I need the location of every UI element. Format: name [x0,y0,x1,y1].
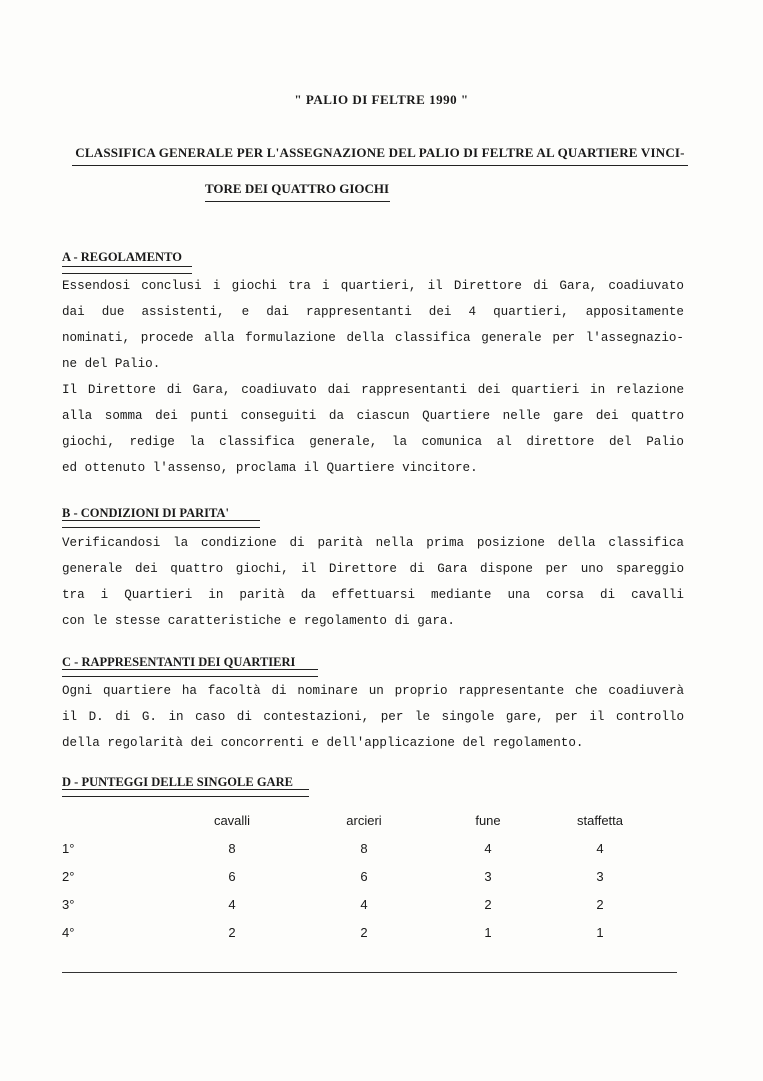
position-cell: 3° [62,896,75,912]
table-row [62,834,658,862]
score-cell: 6 [228,868,236,884]
table-row [62,862,658,890]
column-header: staffetta [576,812,623,828]
position-cell: 4° [62,924,75,940]
column-header: cavalli [213,812,251,828]
paragraph-line: tra i Quartieri in parità da effettuarsi mediante una corsa di cavalli [62,588,684,602]
score-cell: 4 [360,896,368,912]
section-a-heading: A - REGOLAMENTO [62,250,182,264]
score-cell: 2 [596,896,604,912]
paragraph-line: con le stesse caratteristiche e regolamento di gara. [62,614,455,628]
paragraph-line: Il Direttore di Gara, coadiuvato dai rappresentanti dei quartieri in relazione [62,383,684,397]
score-cell: 4 [228,896,236,912]
paragraph-line: il D. di G. in caso di contestazioni, per le singole gare, per il controllo [62,710,684,724]
closing-rule [62,972,677,973]
table-row [62,890,658,918]
paragraph-line: Essendosi conclusi i giochi tra i quartieri, il Direttore di Gara, coadiuvato [62,279,684,293]
paragraph-line: alla somma dei punti conseguiti da ciascun Quartiere nelle gare dei quattro [62,409,684,423]
column-header: fune [475,812,501,828]
section-b-underline [62,520,260,528]
score-cell: 1 [596,924,604,940]
section-b-heading: B - CONDIZIONI DI PARITA' [62,506,229,520]
score-cell: 3 [596,868,604,884]
paragraph-line: della regolarità dei concorrenti e dell'applicazione del regolamento. [62,736,584,750]
score-cell: 2 [484,896,492,912]
score-cell: 1 [484,924,492,940]
paragraph-line: Ogni quartiere ha facoltà di nominare un proprio rappresentante che coadiuverà [62,684,684,698]
section-c-underline [62,669,318,677]
paragraph-line: ed ottenuto l'assenso, proclama il Quartiere vincitore. [62,461,478,475]
score-cell: 6 [360,868,368,884]
document-title: " PALIO DI FELTRE 1990 " [294,92,469,107]
paragraph-line: generale dei quattro giochi, il Direttore di Gara dispone per uno spareggio [62,562,684,576]
score-cell: 8 [360,840,368,856]
score-cell: 3 [484,868,492,884]
section-b-body [62,530,684,634]
paragraph-line: giochi, redige la classifica generale, la comunica al direttore del Palio [62,435,684,449]
paragraph-line: nominati, procede alla formulazione della classifica generale per l'assegnazio- [62,331,684,345]
section-c-heading: C - RAPPRESENTANTI DEI QUARTIERI [62,655,296,669]
document-subtitle-line1: CLASSIFICA GENERALE PER L'ASSEGNAZIONE DEL PALIO DI FELTRE AL QUARTIERE VINCI- [72,145,688,166]
paragraph-line: dai due assistenti, e dai rappresentanti dei 4 quartieri, appositamente [62,305,684,319]
section-d-heading: D - PUNTEGGI DELLE SINGOLE GARE [62,775,293,789]
column-header: arcieri [346,812,382,828]
score-cell: 2 [360,924,368,940]
section-c-body [62,678,684,756]
paragraph-line: ne del Palio. [62,357,161,371]
table-header-row [62,806,658,834]
position-cell: 1° [62,840,75,856]
paragraph-line: Verificandosi la condizione di parità nella prima posizione della classifica [62,536,684,550]
document-subtitle-line2: TORE DEI QUATTRO GIOCHI [205,181,390,202]
score-cell: 2 [228,924,236,940]
table-row [62,918,658,946]
score-cell: 4 [484,840,492,856]
section-a-body [62,273,684,481]
scores-table [62,806,658,946]
position-cell: 2° [62,868,75,884]
section-d-underline [62,789,309,797]
score-cell: 4 [596,840,604,856]
score-cell: 8 [228,840,236,856]
